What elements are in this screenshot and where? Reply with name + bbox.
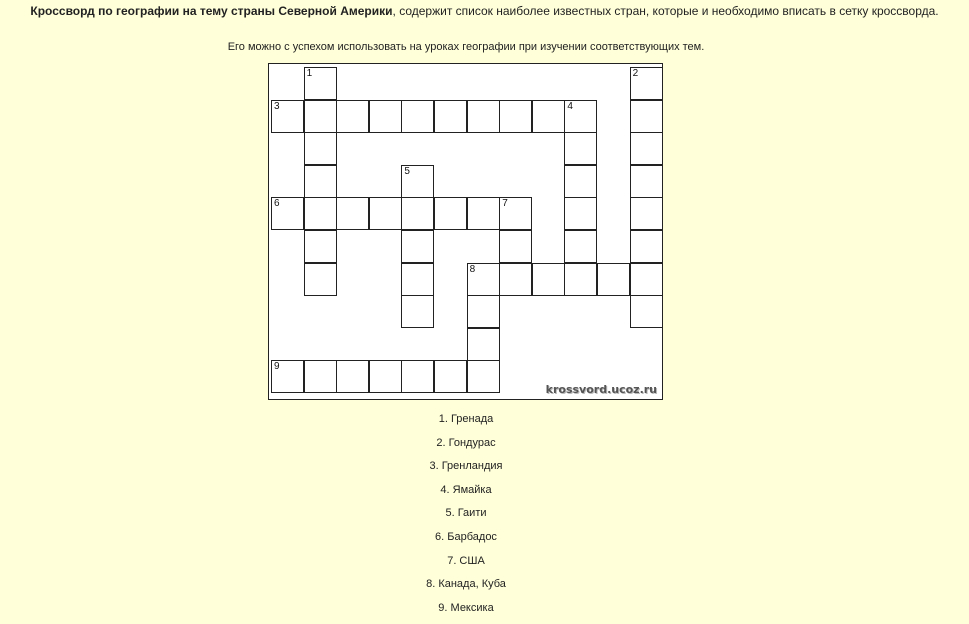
crossword-cell[interactable]	[499, 230, 532, 263]
crossword-cell[interactable]	[630, 263, 663, 296]
crossword-cell[interactable]	[630, 165, 663, 198]
crossword-cell[interactable]	[467, 197, 500, 230]
crossword-cell[interactable]	[564, 165, 597, 198]
header-text	[0, 4, 969, 18]
answer-item: 4. Ямайка	[440, 483, 492, 496]
crossword-cell[interactable]	[630, 132, 663, 165]
crossword-cell[interactable]	[304, 67, 337, 100]
clue-number: 3	[274, 100, 280, 112]
crossword-cell[interactable]	[304, 230, 337, 263]
crossword-cell[interactable]	[467, 328, 500, 361]
crossword-cell[interactable]	[564, 197, 597, 230]
answer-item: 1. Гренада	[438, 413, 494, 425]
answer-item: 5. Гаити	[445, 507, 487, 520]
answers-list	[0, 412, 932, 624]
crossword-cell[interactable]	[271, 360, 304, 393]
header-title: Кроссворд по географии на тему страны Северной Америки	[30, 4, 393, 18]
answer-item: 7. США	[447, 554, 485, 567]
page-subtitle: Его можно с успехом использовать на уроках географии при изучении соответствующих тем.	[227, 41, 705, 53]
crossword-cell[interactable]	[564, 263, 597, 296]
crossword-cell[interactable]	[401, 230, 434, 263]
crossword-cell[interactable]	[304, 132, 337, 165]
crossword-cell[interactable]	[304, 263, 337, 296]
crossword-cell[interactable]	[630, 295, 663, 328]
crossword-cell[interactable]	[467, 263, 500, 296]
crossword-cell[interactable]	[336, 100, 369, 133]
page-header	[0, 4, 969, 18]
crossword-cell[interactable]	[304, 165, 337, 198]
crossword-cell[interactable]	[434, 360, 467, 393]
clue-number: 2	[632, 68, 639, 79]
crossword-cell[interactable]	[499, 100, 532, 133]
clue-number: 1	[306, 68, 313, 79]
answer-item: 6. Барбадос	[435, 530, 497, 543]
crossword-cell[interactable]	[564, 100, 597, 133]
crossword-cell[interactable]	[401, 360, 434, 393]
crossword-cell[interactable]	[271, 100, 304, 133]
clue-number: 7	[502, 198, 508, 210]
crossword-cell[interactable]	[369, 360, 402, 393]
crossword-cell[interactable]	[467, 360, 500, 393]
crossword-cell[interactable]	[564, 230, 597, 263]
crossword-cell[interactable]	[271, 197, 304, 230]
crossword-cell[interactable]	[532, 100, 565, 133]
crossword-cell[interactable]	[336, 360, 369, 393]
crossword-cell[interactable]	[401, 295, 434, 328]
clue-number: 8	[469, 263, 476, 275]
crossword-cell[interactable]	[499, 263, 532, 296]
crossword-cell[interactable]	[630, 67, 663, 100]
crossword-cell[interactable]	[564, 132, 597, 165]
crossword-cell[interactable]	[467, 100, 500, 133]
answer-item: 8. Канада, Куба	[426, 578, 506, 591]
crossword-cell[interactable]	[499, 197, 532, 230]
crossword-grid	[268, 63, 663, 400]
crossword-cell[interactable]	[369, 100, 402, 133]
crossword-cell[interactable]	[336, 197, 369, 230]
watermark: krossvord.ucoz.ru	[545, 383, 657, 396]
crossword-cell[interactable]	[630, 100, 663, 133]
crossword-cell[interactable]	[630, 197, 663, 230]
answer-item: 9. Мексика	[438, 601, 494, 614]
crossword-cell[interactable]	[304, 360, 337, 393]
crossword-cell[interactable]	[401, 197, 434, 230]
clue-number: 6	[274, 198, 280, 210]
clue-number: 9	[274, 361, 280, 373]
header-description: , содержит список наиболее известных стран, которые и необходимо вписать в сетку кроссворда.	[392, 4, 939, 18]
crossword-cell[interactable]	[532, 263, 565, 296]
crossword-cell[interactable]	[467, 295, 500, 328]
crossword-cell[interactable]	[434, 100, 467, 133]
crossword-cell[interactable]	[401, 100, 434, 133]
crossword-cell[interactable]	[597, 263, 630, 296]
crossword-cell[interactable]	[401, 263, 434, 296]
crossword-cell[interactable]	[630, 230, 663, 263]
crossword-cell[interactable]	[369, 197, 402, 230]
answer-item: 3. Гренландия	[429, 460, 503, 473]
answer-item: 2. Гондурас	[436, 436, 496, 449]
clue-number: 5	[404, 165, 410, 177]
crossword-cell[interactable]	[304, 197, 337, 230]
crossword-cell[interactable]	[304, 100, 337, 133]
clue-number: 4	[567, 100, 573, 112]
crossword-cell[interactable]	[434, 197, 467, 230]
crossword-cell[interactable]	[401, 165, 434, 198]
